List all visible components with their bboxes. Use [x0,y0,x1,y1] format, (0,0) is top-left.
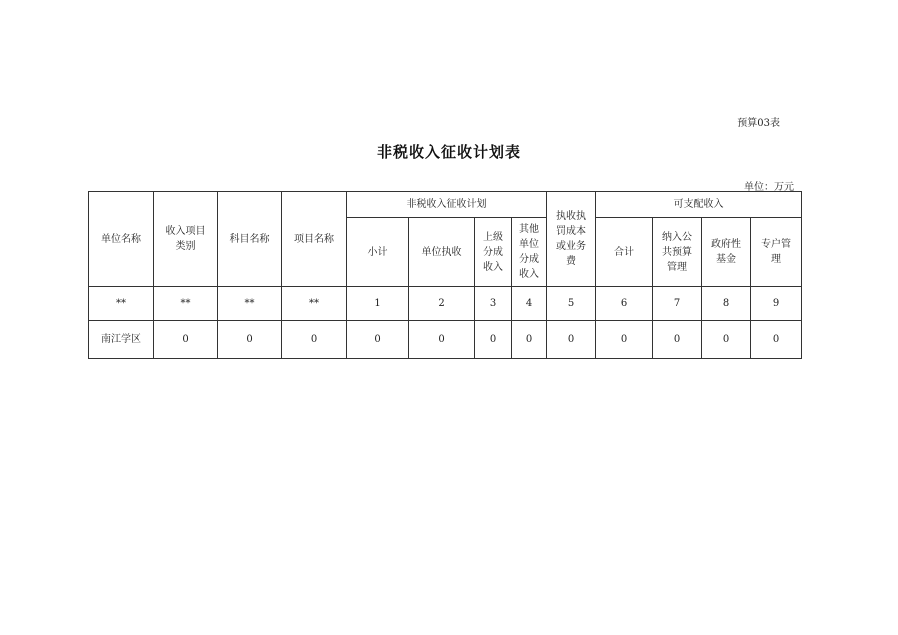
code-cell: ** [218,287,282,321]
code-cell: 4 [512,287,547,321]
code-cell: 1 [347,287,409,321]
header-penalty-cost: 执收执罚成本或业务费 [547,192,596,287]
code-cell: ** [154,287,218,321]
header-unit-name: 单位名称 [89,192,154,287]
table-cell: 0 [475,321,512,359]
header-special: 专户管理 [751,218,802,287]
header-other-share: 其他单位分成收入 [512,218,547,287]
header-subtotal: 小计 [347,218,409,287]
table-row [89,321,802,359]
table-cell: 0 [282,321,347,359]
header-available-group: 可支配收入 [596,192,802,218]
table-cell: 0 [347,321,409,359]
unit-label: 单位：万元 [744,182,794,193]
header-gov-fund: 政府性基金 [702,218,751,287]
code-cell: 9 [751,287,802,321]
header-project-name: 项目名称 [282,192,347,287]
table-cell: 0 [702,321,751,359]
header-public-budget: 纳入公共预算管理 [653,218,702,287]
code-cell: 6 [596,287,653,321]
header-higher-share: 上级分成收入 [475,218,512,287]
table-cell: 0 [653,321,702,359]
table-cell: 0 [596,321,653,359]
table-cell: 0 [409,321,475,359]
table-cell: 0 [512,321,547,359]
code-cell: 8 [702,287,751,321]
code-cell: 2 [409,287,475,321]
code-cell: ** [282,287,347,321]
table-cell: 0 [547,321,596,359]
code-cell: ** [89,287,154,321]
page-title: 非税收入征收计划表 [376,143,521,161]
header-plan-group: 非税收入征收计划 [347,192,547,218]
table-cell: 0 [751,321,802,359]
form-code: 预算03表 [737,118,780,129]
header-income-category: 收入项目类别 [154,192,218,287]
code-row [89,287,802,321]
code-cell: 5 [547,287,596,321]
code-cell: 3 [475,287,512,321]
header-subject-name: 科目名称 [218,192,282,287]
code-cell: 7 [653,287,702,321]
header-total: 合计 [596,218,653,287]
table-cell: 0 [154,321,218,359]
table-cell: 0 [218,321,282,359]
header-unit-collect: 单位执收 [409,218,475,287]
row-unit-name: 南江学区 [89,321,154,359]
plan-table [88,191,802,359]
